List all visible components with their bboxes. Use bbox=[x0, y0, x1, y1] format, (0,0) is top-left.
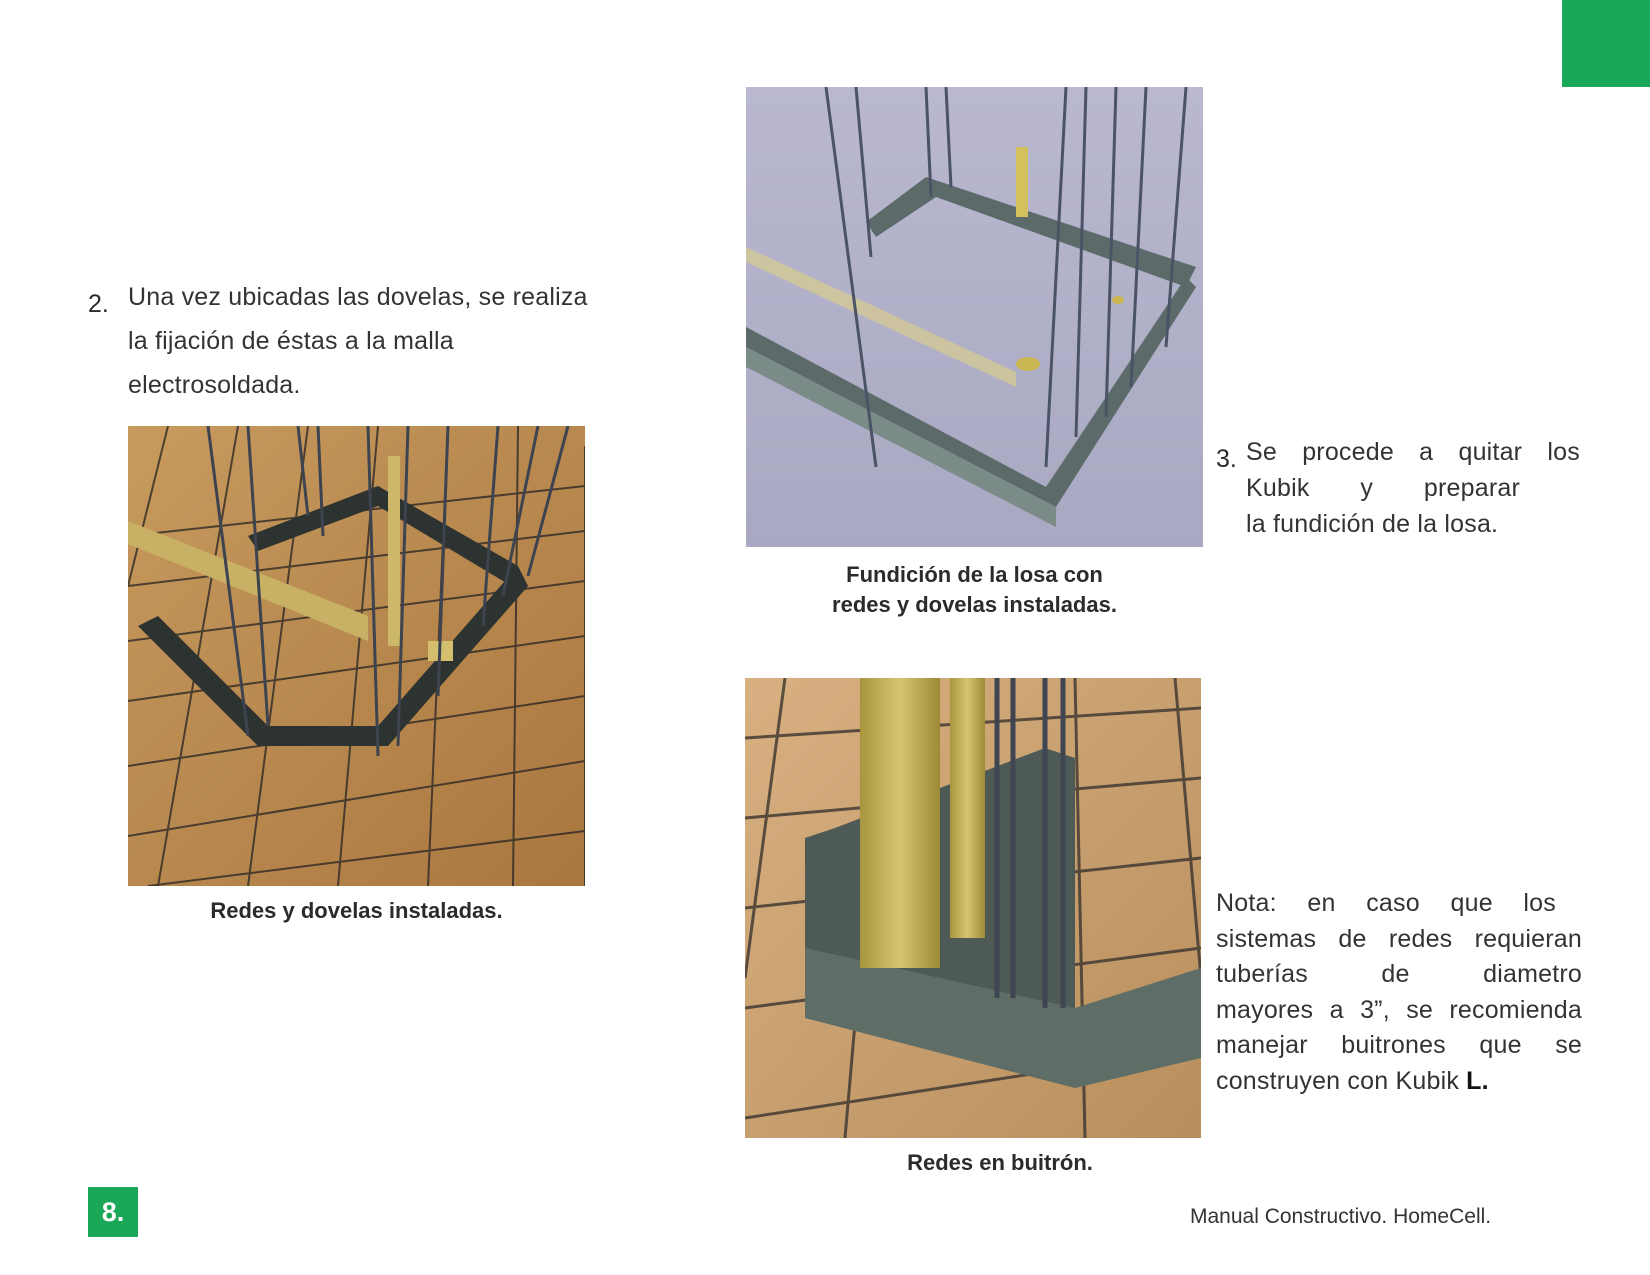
step-2-line: la fijación de éstas a la malla bbox=[128, 327, 454, 355]
photo-1-caption: Redes y dovelas instaladas. bbox=[210, 898, 503, 923]
step-2-line: Una vez ubicadas las dovelas, se realiza bbox=[128, 283, 588, 311]
note-line: sistemas de redes requieran bbox=[1216, 924, 1582, 953]
photo-2-caption bbox=[746, 560, 1203, 620]
step-2-number: 2. bbox=[88, 290, 109, 318]
step-2-line: electrosoldada. bbox=[128, 371, 301, 399]
photo-2-caption-line: Fundición de la losa con bbox=[846, 562, 1103, 587]
step-3-text bbox=[1246, 434, 1580, 542]
note-last-line bbox=[1216, 1064, 1582, 1100]
step-3-line: la fundición de la losa. bbox=[1246, 510, 1499, 538]
corner-tab bbox=[1562, 0, 1650, 87]
footer-title: Manual Constructivo. HomeCell. bbox=[1190, 1205, 1492, 1228]
note-line: mayores a 3”, se recomienda bbox=[1216, 995, 1582, 1024]
note-line: construyen con Kubik bbox=[1216, 1066, 1467, 1095]
note-line: tuberías de diametro bbox=[1216, 960, 1582, 988]
step-3-number: 3. bbox=[1216, 445, 1237, 473]
photo-redes-dovelas bbox=[128, 426, 585, 886]
note-line: manejar buitrones que se bbox=[1216, 1031, 1582, 1059]
note-text bbox=[1216, 886, 1582, 1099]
note-emphasis: L. bbox=[1466, 1066, 1489, 1095]
page-number-badge: 8. bbox=[88, 1187, 138, 1237]
step-3-line: Se procede a quitar los bbox=[1246, 438, 1580, 466]
step-2-text bbox=[128, 275, 628, 407]
photo-2-caption-line: redes y dovelas instaladas. bbox=[832, 592, 1117, 617]
note-line: Nota: en caso que los bbox=[1216, 889, 1556, 917]
photo-redes-buitron bbox=[745, 678, 1201, 1138]
step-3-line: Kubik y preparar bbox=[1246, 474, 1520, 502]
photo-3-caption: Redes en buitrón. bbox=[907, 1150, 1093, 1175]
photo-fundicion-losa bbox=[746, 87, 1203, 547]
